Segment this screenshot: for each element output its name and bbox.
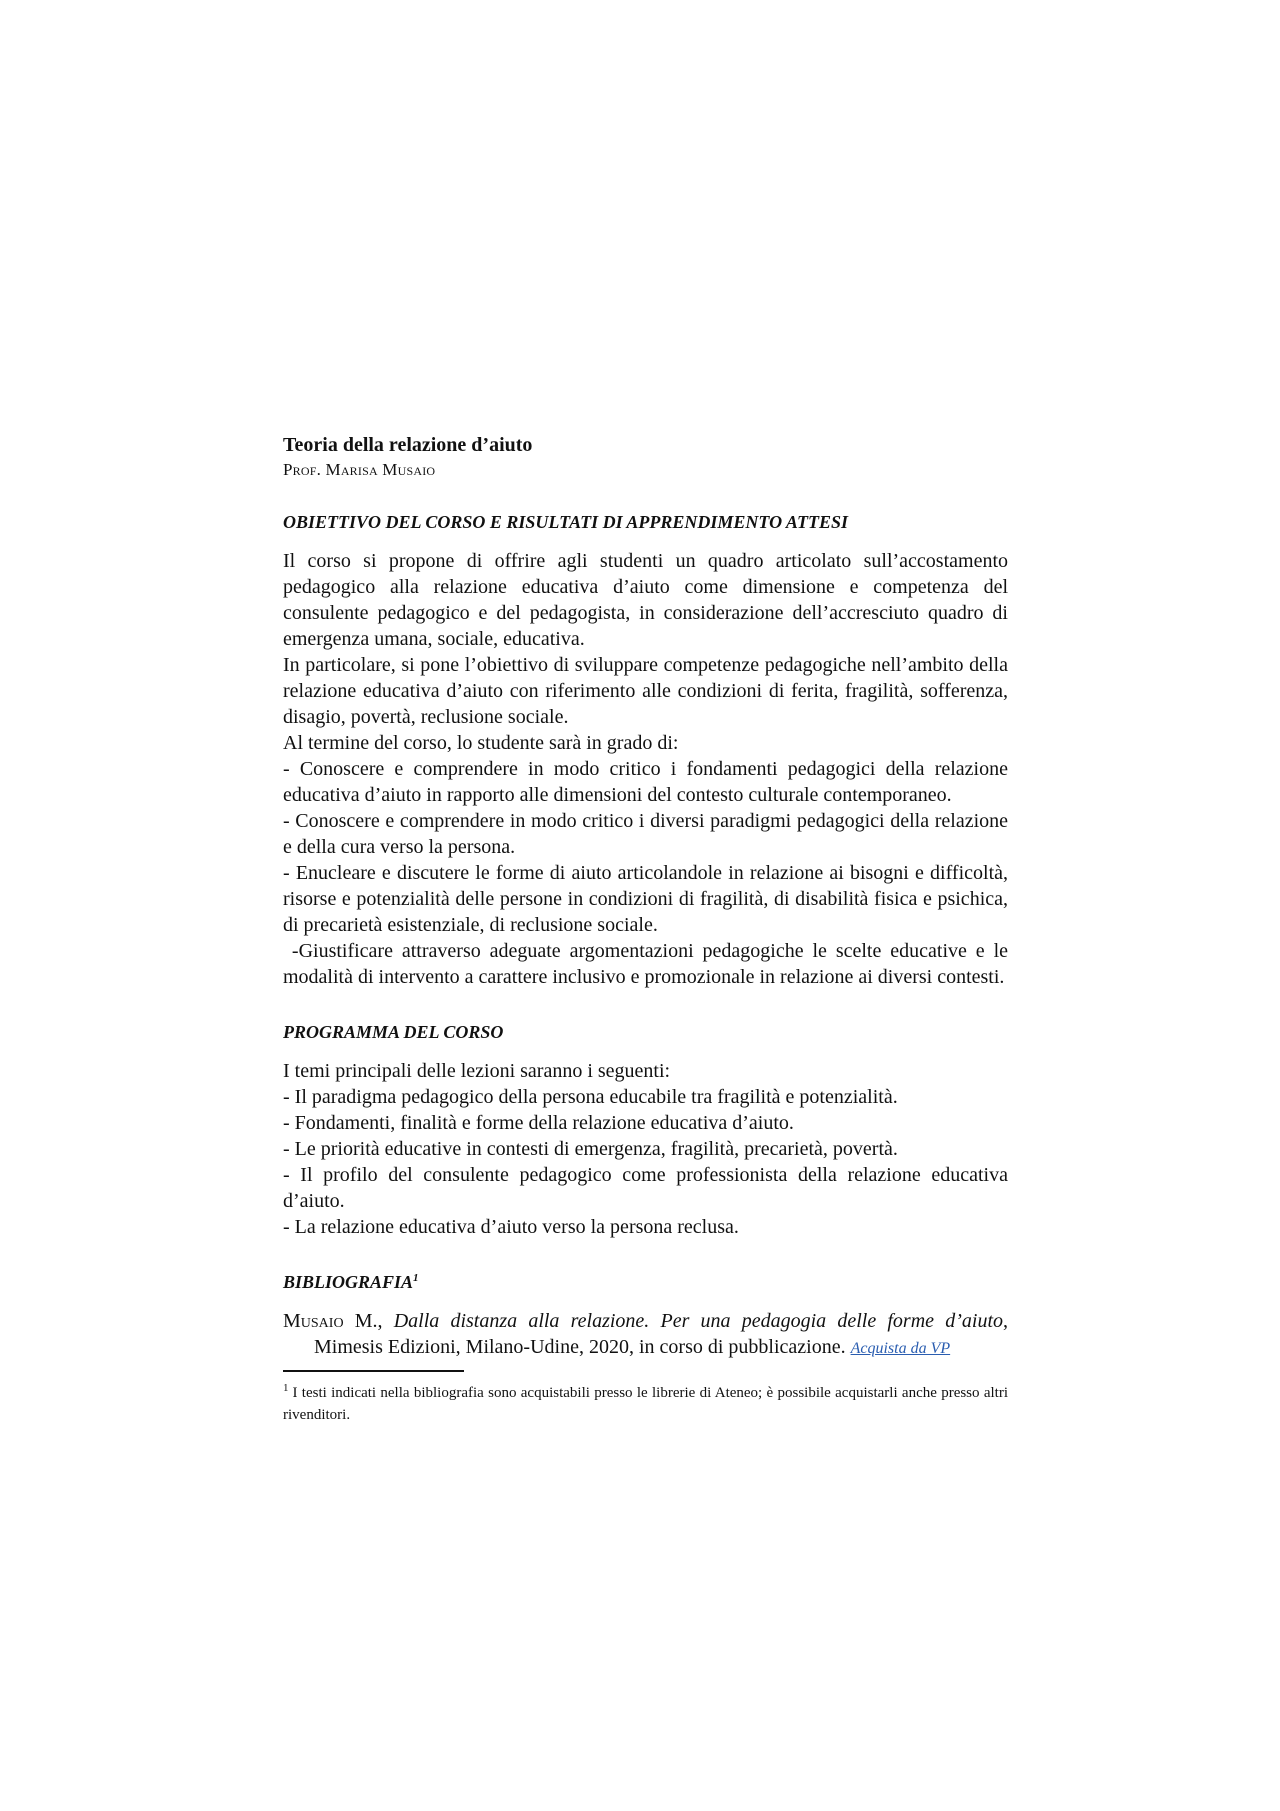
objectives-heading: OBIETTIVO DEL CORSO E RISULTATI DI APPRENDIMENTO ATTESI — [283, 512, 848, 532]
program-list-item: - Le priorità educative in contesti di emergenza, fragilità, precarietà, povertà. — [283, 1138, 898, 1160]
footnote-reference: 1 — [413, 1272, 419, 1284]
professor-name: Prof. Marisa Musaio — [283, 460, 436, 479]
program-list-item: - Il profilo del consulente pedagogico come professionista della relazione educativa d’aiuto. — [283, 1164, 1008, 1212]
bibliography-entry — [283, 1308, 1008, 1362]
bib-author: Musaio M., — [283, 1310, 383, 1332]
footnote-divider — [283, 1370, 464, 1372]
objectives-paragraph: In particolare, si pone l’obiettivo di sviluppare competenze pedagogiche nell’ambito della relazione educativa d’aiuto con riferimento alle condizioni di ferita, fragilità, sofferenza, disagio, povertà, reclusione sociale. — [283, 654, 1008, 728]
footnote-text: I testi indicati nella bibliografia sono acquistabili presso le librerie di Ateneo; è possibile acquistarli anche presso altri rivenditori. — [283, 1385, 1008, 1423]
program-list-item: - Il paradigma pedagogico della persona educabile tra fragilità e potenzialità. — [283, 1086, 898, 1108]
footnote — [283, 1382, 1008, 1426]
program-list-item: - La relazione educativa d’aiuto verso la persona reclusa. — [283, 1216, 739, 1238]
document-page — [283, 432, 1014, 1426]
course-title: Teoria della relazione d’aiuto — [283, 434, 533, 456]
bib-details: , Mimesis Edizioni, Milano-Udine, 2020, in corso di pubblicazione. — [314, 1310, 1008, 1358]
objectives-paragraph: Il corso si propone di offrire agli studenti un quadro articolato sull’accostamento pedagogico alla relazione educativa d’aiuto come dimensione e competenza del consulente pedagogico e del pedagogista, in considerazione dell’accresciuto quadro di emergenza umana, sociale, educativa. — [283, 550, 1008, 650]
bibliography-heading-text: BIBLIOGRAFIA — [283, 1272, 414, 1292]
section-spacer — [283, 1240, 1008, 1270]
objectives-paragraph: Al termine del corso, lo studente sarà in grado di: — [283, 732, 679, 754]
program-heading: PROGRAMMA DEL CORSO — [283, 1022, 504, 1042]
bibliography-heading — [283, 1270, 1008, 1294]
objectives-body — [283, 548, 1014, 990]
section-spacer — [283, 990, 1008, 1020]
objectives-list-item: -Giustificare attraverso adeguate argomentazioni pedagogiche le scelte educative e le modalità di intervento a carattere inclusivo e promozionale in relazione ai diversi contesti. — [283, 940, 1014, 988]
program-intro: I temi principali delle lezioni saranno i seguenti: — [283, 1060, 671, 1082]
program-list-item: - Fondamenti, finalità e forme della relazione educativa d’aiuto. — [283, 1112, 794, 1134]
buy-link[interactable]: Acquista da VP — [850, 1340, 951, 1357]
bib-title: Dalla distanza alla relazione. Per una pedagogia delle forme d’aiuto — [393, 1310, 1003, 1332]
program-body — [283, 1058, 1008, 1240]
footnote-marker: 1 — [283, 1382, 289, 1394]
objectives-list-item: - Conoscere e comprendere in modo critico i fondamenti pedagogici della relazione educativa d’aiuto in rapporto alle dimensioni del contesto culturale contemporaneo. — [283, 758, 1008, 806]
objectives-list-item: - Enucleare e discutere le forme di aiuto articolandole in relazione ai bisogni e difficoltà, risorse e potenzialità delle persone in condizioni di fragilità, di disabilità fisica e psichica, di precarietà esistenziale, di reclusione sociale. — [283, 862, 1008, 936]
objectives-list-item: - Conoscere e comprendere in modo critico i diversi paradigmi pedagogici della relazione e della cura verso la persona. — [283, 810, 1008, 858]
